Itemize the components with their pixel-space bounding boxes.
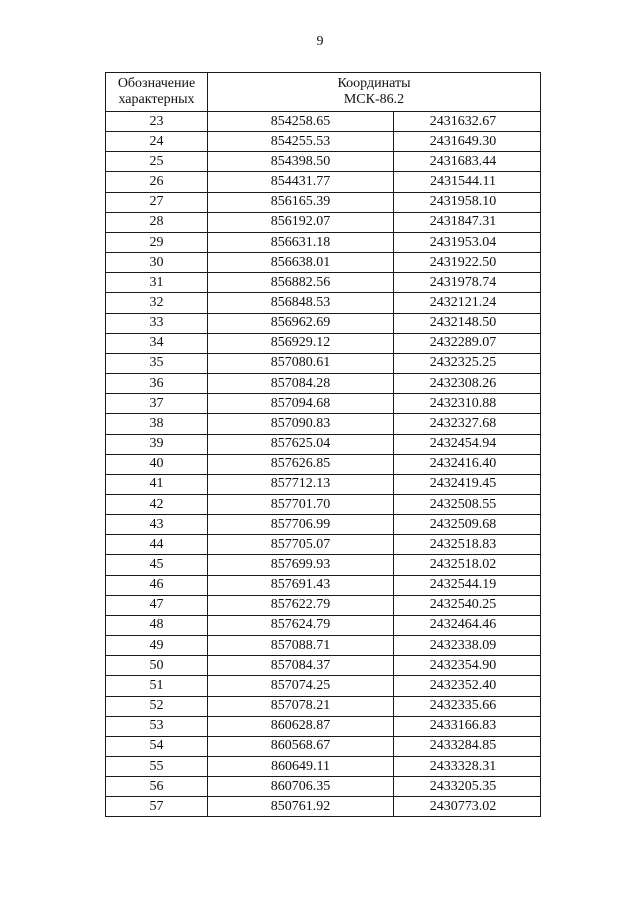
point-id-cell: 32 bbox=[106, 293, 208, 313]
table-row bbox=[106, 494, 541, 514]
coordinate-x-cell: 857078.21 bbox=[208, 696, 394, 716]
coordinate-y-cell: 2431683.44 bbox=[394, 152, 541, 172]
table-row bbox=[106, 636, 541, 656]
coordinate-x-cell: 856192.07 bbox=[208, 212, 394, 232]
coordinate-y-cell: 2432308.26 bbox=[394, 374, 541, 394]
coordinate-y-cell: 2431958.10 bbox=[394, 192, 541, 212]
coordinate-y-cell: 2432148.50 bbox=[394, 313, 541, 333]
point-id-cell: 36 bbox=[106, 374, 208, 394]
table-row bbox=[106, 353, 541, 373]
coordinate-y-cell: 2432289.07 bbox=[394, 333, 541, 353]
coordinate-x-cell: 857626.85 bbox=[208, 454, 394, 474]
coordinate-y-cell: 2433284.85 bbox=[394, 736, 541, 756]
point-id-cell: 40 bbox=[106, 454, 208, 474]
table-row bbox=[106, 172, 541, 192]
coordinate-y-cell: 2431953.04 bbox=[394, 232, 541, 252]
coordinate-y-cell: 2433205.35 bbox=[394, 777, 541, 797]
point-id-cell: 41 bbox=[106, 474, 208, 494]
point-id-cell: 45 bbox=[106, 555, 208, 575]
coordinate-x-cell: 854431.77 bbox=[208, 172, 394, 192]
table-row bbox=[106, 374, 541, 394]
coordinate-x-cell: 854258.65 bbox=[208, 112, 394, 132]
coordinate-y-cell: 2432518.83 bbox=[394, 535, 541, 555]
coordinate-x-cell: 857699.93 bbox=[208, 555, 394, 575]
table-row bbox=[106, 575, 541, 595]
coordinate-y-cell: 2432325.25 bbox=[394, 353, 541, 373]
table-row bbox=[106, 515, 541, 535]
coordinate-y-cell: 2431847.31 bbox=[394, 212, 541, 232]
point-id-cell: 24 bbox=[106, 132, 208, 152]
point-id-cell: 51 bbox=[106, 676, 208, 696]
point-id-cell: 49 bbox=[106, 636, 208, 656]
coordinate-x-cell: 857625.04 bbox=[208, 434, 394, 454]
coordinate-y-cell: 2432518.02 bbox=[394, 555, 541, 575]
table-row bbox=[106, 434, 541, 454]
coordinate-y-cell: 2431978.74 bbox=[394, 273, 541, 293]
coordinate-x-cell: 856638.01 bbox=[208, 253, 394, 273]
coordinate-y-cell: 2432352.40 bbox=[394, 676, 541, 696]
table-row bbox=[106, 192, 541, 212]
table-row bbox=[106, 797, 541, 817]
table-row bbox=[106, 777, 541, 797]
point-id-cell: 54 bbox=[106, 736, 208, 756]
table-row bbox=[106, 253, 541, 273]
point-id-cell: 31 bbox=[106, 273, 208, 293]
point-id-cell: 23 bbox=[106, 112, 208, 132]
header-coordinates-line1: Координаты bbox=[337, 76, 411, 91]
table-row bbox=[106, 112, 541, 132]
header-point-line2: характерных bbox=[118, 92, 195, 107]
coordinate-y-cell: 2432335.66 bbox=[394, 696, 541, 716]
table-row bbox=[106, 615, 541, 635]
coordinate-x-cell: 856165.39 bbox=[208, 192, 394, 212]
point-id-cell: 52 bbox=[106, 696, 208, 716]
coordinate-y-cell: 2432508.55 bbox=[394, 494, 541, 514]
table-row bbox=[106, 414, 541, 434]
coordinate-x-cell: 860649.11 bbox=[208, 757, 394, 777]
table-row bbox=[106, 273, 541, 293]
table-row bbox=[106, 394, 541, 414]
table-row bbox=[106, 132, 541, 152]
point-id-cell: 55 bbox=[106, 757, 208, 777]
point-id-cell: 38 bbox=[106, 414, 208, 434]
coordinate-x-cell: 854255.53 bbox=[208, 132, 394, 152]
point-id-cell: 48 bbox=[106, 615, 208, 635]
coordinate-y-cell: 2431544.11 bbox=[394, 172, 541, 192]
coordinate-x-cell: 860568.67 bbox=[208, 736, 394, 756]
coordinate-x-cell: 857706.99 bbox=[208, 515, 394, 535]
coordinate-y-cell: 2430773.02 bbox=[394, 797, 541, 817]
point-id-cell: 57 bbox=[106, 797, 208, 817]
table-row bbox=[106, 716, 541, 736]
point-id-cell: 56 bbox=[106, 777, 208, 797]
coordinate-x-cell: 857705.07 bbox=[208, 535, 394, 555]
point-id-cell: 29 bbox=[106, 232, 208, 252]
coordinate-x-cell: 860628.87 bbox=[208, 716, 394, 736]
point-id-cell: 47 bbox=[106, 595, 208, 615]
coordinate-x-cell: 856848.53 bbox=[208, 293, 394, 313]
coordinate-y-cell: 2432540.25 bbox=[394, 595, 541, 615]
coordinate-x-cell: 857712.13 bbox=[208, 474, 394, 494]
coordinate-y-cell: 2432416.40 bbox=[394, 454, 541, 474]
table-row bbox=[106, 555, 541, 575]
header-point-line1: Обозначение bbox=[117, 76, 196, 91]
table-row bbox=[106, 313, 541, 333]
coordinate-y-cell: 2432544.19 bbox=[394, 575, 541, 595]
coordinate-y-cell: 2431632.67 bbox=[394, 112, 541, 132]
table-row bbox=[106, 595, 541, 615]
table-row bbox=[106, 152, 541, 172]
point-id-cell: 53 bbox=[106, 716, 208, 736]
table-row bbox=[106, 454, 541, 474]
point-id-cell: 25 bbox=[106, 152, 208, 172]
coordinate-x-cell: 857084.37 bbox=[208, 656, 394, 676]
table-row bbox=[106, 293, 541, 313]
coordinate-x-cell: 857090.83 bbox=[208, 414, 394, 434]
table-body bbox=[106, 112, 541, 817]
coordinate-y-cell: 2432310.88 bbox=[394, 394, 541, 414]
coordinate-x-cell: 857624.79 bbox=[208, 615, 394, 635]
coordinate-y-cell: 2432327.68 bbox=[394, 414, 541, 434]
point-id-cell: 28 bbox=[106, 212, 208, 232]
header-coordinates-line2: МСК-86.2 bbox=[343, 92, 405, 107]
coordinate-x-cell: 857701.70 bbox=[208, 494, 394, 514]
table-header-row bbox=[106, 73, 541, 112]
coordinate-y-cell: 2432454.94 bbox=[394, 434, 541, 454]
table-row bbox=[106, 757, 541, 777]
table-row bbox=[106, 676, 541, 696]
point-id-cell: 42 bbox=[106, 494, 208, 514]
table-row bbox=[106, 232, 541, 252]
coordinate-y-cell: 2432354.90 bbox=[394, 656, 541, 676]
coordinate-y-cell: 2433328.31 bbox=[394, 757, 541, 777]
table-row bbox=[106, 212, 541, 232]
point-id-cell: 44 bbox=[106, 535, 208, 555]
point-id-cell: 30 bbox=[106, 253, 208, 273]
point-id-cell: 27 bbox=[106, 192, 208, 212]
coordinate-x-cell: 856882.56 bbox=[208, 273, 394, 293]
coordinate-y-cell: 2431922.50 bbox=[394, 253, 541, 273]
table-row bbox=[106, 333, 541, 353]
coordinates-table bbox=[105, 72, 541, 817]
coordinate-x-cell: 856929.12 bbox=[208, 333, 394, 353]
coordinate-y-cell: 2433166.83 bbox=[394, 716, 541, 736]
table-row bbox=[106, 535, 541, 555]
page-number: 9 bbox=[316, 34, 324, 49]
header-point-designation bbox=[106, 73, 208, 112]
point-id-cell: 46 bbox=[106, 575, 208, 595]
coordinate-x-cell: 857088.71 bbox=[208, 636, 394, 656]
coordinate-y-cell: 2432338.09 bbox=[394, 636, 541, 656]
table-row bbox=[106, 474, 541, 494]
point-id-cell: 50 bbox=[106, 656, 208, 676]
table-row bbox=[106, 736, 541, 756]
coordinate-x-cell: 857691.43 bbox=[208, 575, 394, 595]
coordinate-x-cell: 856631.18 bbox=[208, 232, 394, 252]
coordinate-y-cell: 2432121.24 bbox=[394, 293, 541, 313]
table-row bbox=[106, 656, 541, 676]
coordinate-x-cell: 850761.92 bbox=[208, 797, 394, 817]
table-row bbox=[106, 696, 541, 716]
point-id-cell: 33 bbox=[106, 313, 208, 333]
coordinate-x-cell: 857094.68 bbox=[208, 394, 394, 414]
point-id-cell: 35 bbox=[106, 353, 208, 373]
coordinate-x-cell: 857074.25 bbox=[208, 676, 394, 696]
point-id-cell: 39 bbox=[106, 434, 208, 454]
point-id-cell: 26 bbox=[106, 172, 208, 192]
coordinate-x-cell: 857084.28 bbox=[208, 374, 394, 394]
point-id-cell: 43 bbox=[106, 515, 208, 535]
point-id-cell: 34 bbox=[106, 333, 208, 353]
header-coordinates bbox=[208, 73, 541, 112]
coordinate-x-cell: 857080.61 bbox=[208, 353, 394, 373]
coordinate-x-cell: 854398.50 bbox=[208, 152, 394, 172]
coordinate-y-cell: 2432464.46 bbox=[394, 615, 541, 635]
coordinate-y-cell: 2432509.68 bbox=[394, 515, 541, 535]
coordinate-x-cell: 857622.79 bbox=[208, 595, 394, 615]
coordinate-y-cell: 2432419.45 bbox=[394, 474, 541, 494]
coordinate-x-cell: 860706.35 bbox=[208, 777, 394, 797]
coordinate-y-cell: 2431649.30 bbox=[394, 132, 541, 152]
coordinate-x-cell: 856962.69 bbox=[208, 313, 394, 333]
point-id-cell: 37 bbox=[106, 394, 208, 414]
